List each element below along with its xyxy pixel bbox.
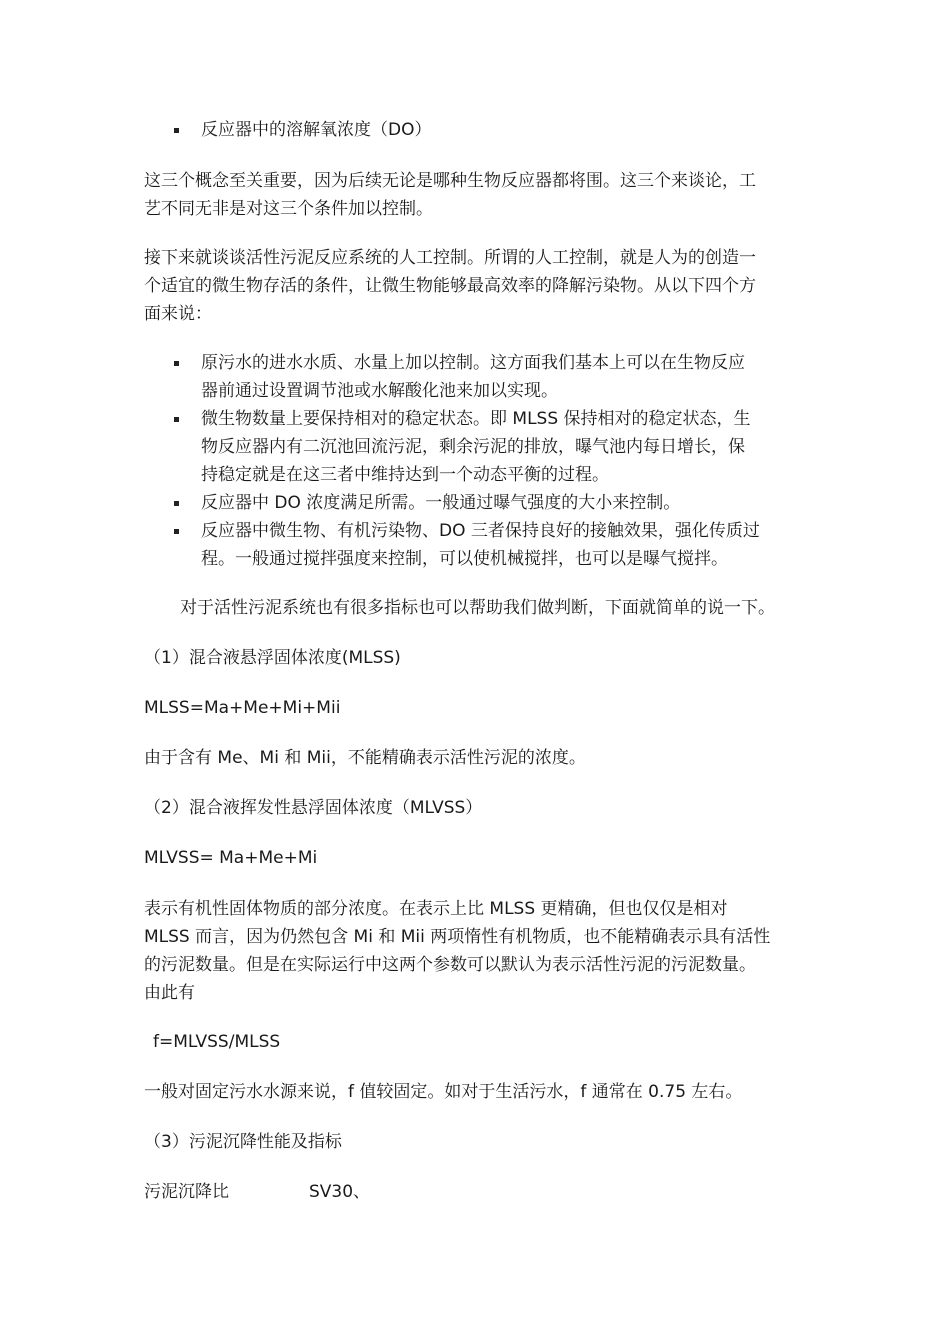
bullet-icon bbox=[174, 128, 179, 133]
list-item: 反应器中的溶解氧浓度（DO） bbox=[201, 116, 821, 144]
formula: MLVSS= Ma+Me+Mi bbox=[144, 848, 318, 868]
bullet-icon bbox=[174, 501, 179, 506]
bullet-icon bbox=[174, 361, 179, 366]
paragraph: 表示有机性固体物质的部分浓度。在表示上比 MLSS 更精确，但也仅仅是相对 MLSS 而言，因为仍然包含 Mi 和 Mii 两项惰性有机物质，也不能精确表示具有活性 的污泥数量。但是在实际运行中这两个参数可以默认为表示活性污泥的污泥数量。 由此有 bbox=[144, 899, 771, 1003]
section-heading: （2）混合液挥发性悬浮固体浓度（MLVSS） bbox=[144, 798, 483, 818]
formula: MLSS=Ma+Me+Mi+Mii bbox=[144, 698, 341, 718]
paragraph: 污泥沉降比 SV30、 bbox=[144, 1182, 371, 1202]
list-item: 原污水的进水水质、水量上加以控制。这方面我们基本上可以在生物反应 器前通过设置调节池或水解酸化池来加以实现。 bbox=[201, 349, 821, 405]
paragraph: 接下来就谈谈活性污泥反应系统的人工控制。所谓的人工控制，就是人为的创造一 个适宜的微生物存活的条件，让微生物能够最高效率的降解污染物。从以下四个方 面来说： bbox=[144, 248, 756, 324]
paragraph: 由于含有 Me、Mi 和 Mii，不能精确表示活性污泥的浓度。 bbox=[144, 748, 586, 768]
section-heading: （3）污泥沉降性能及指标 bbox=[144, 1132, 342, 1152]
section-heading: （1）混合液悬浮固体浓度(MLSS) bbox=[144, 648, 401, 668]
list-item: 反应器中微生物、有机污染物、DO 三者保持良好的接触效果，强化传质过 程。一般通过搅拌强度来控制，可以使机械搅拌，也可以是曝气搅拌。 bbox=[201, 517, 821, 573]
bullet-icon bbox=[174, 417, 179, 422]
paragraph: 对于活性污泥系统也有很多指标也可以帮助我们做判断，下面就简单的说一下。 bbox=[180, 598, 775, 618]
list-item: 微生物数量上要保持相对的稳定状态。即 MLSS 保持相对的稳定状态，生 物反应器内有二沉池回流污泥，剩余污泥的排放，曝气池内每日增长，保 持稳定就是在这三者中维持达到一个动态平衡的过程。 bbox=[201, 405, 821, 489]
list-item: 反应器中 DO 浓度满足所需。一般通过曝气强度的大小来控制。 bbox=[201, 489, 821, 517]
paragraph: 这三个概念至关重要，因为后续无论是哪种生物反应器都将围。这三个来谈论，工 艺不同无非是对这三个条件加以控制。 bbox=[144, 171, 756, 219]
formula: f=MLVSS/MLSS bbox=[153, 1032, 281, 1052]
bullet-icon bbox=[174, 529, 179, 534]
paragraph: 一般对固定污水水源来说，f 值较固定。如对于生活污水，f 通常在 0.75 左右。 bbox=[144, 1082, 743, 1102]
